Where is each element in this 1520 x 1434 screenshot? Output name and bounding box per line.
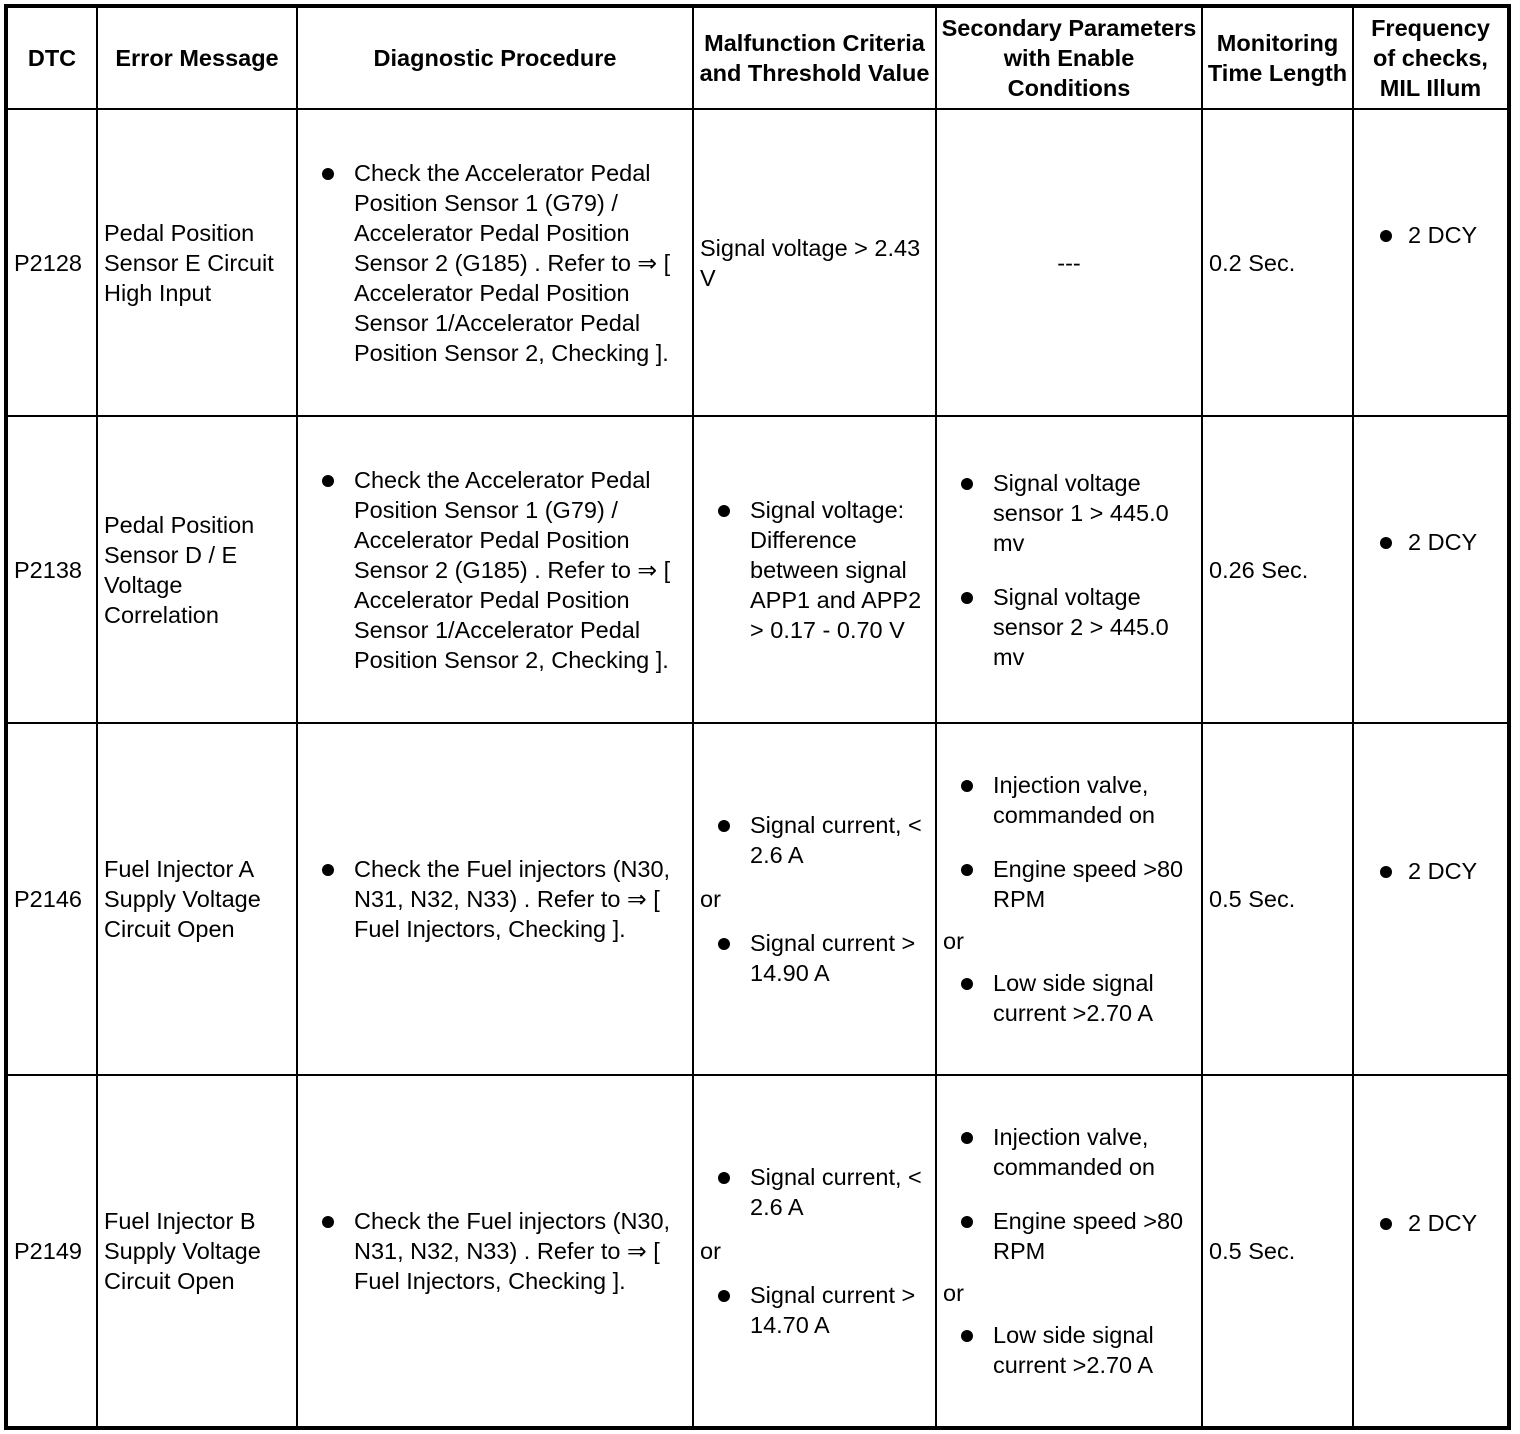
cell-dtc: P2128 xyxy=(7,109,97,416)
cell-secondary: --- xyxy=(936,109,1202,416)
frequency-bullet: 2 DCY xyxy=(1360,1208,1501,1238)
cell-dtc: P2149 xyxy=(7,1075,97,1427)
cell-monitoring-time: 0.5 Sec. xyxy=(1202,723,1353,1075)
cell-frequency xyxy=(1353,723,1508,1075)
header-row xyxy=(7,7,1508,109)
criteria-bullet: Signal current > 14.90 A xyxy=(700,928,929,988)
header-malfunction-criteria: Malfunction Criteria and Threshold Value xyxy=(693,7,936,109)
cell-criteria xyxy=(693,1075,936,1427)
criteria-bullet: Signal voltage: Difference between signal APP1 and APP2 > 0.17 - 0.70 V xyxy=(700,495,929,645)
cell-procedure xyxy=(297,416,693,723)
table-row xyxy=(7,1075,1508,1427)
procedure-bullet: Check the Accelerator Pedal Position Sensor 1 (G79) / Accelerator Pedal Position Sensor 2 (G185) . Refer to ⇒ [ Accelerator Pedal Position Sensor 1/Accelerator Pedal Position Sensor 2, Checking ]. xyxy=(304,158,686,368)
cell-criteria xyxy=(693,416,936,723)
cell-error-message: Pedal Position Sensor D / E Voltage Correlation xyxy=(97,416,297,723)
cell-frequency xyxy=(1353,109,1508,416)
cell-monitoring-time: 0.5 Sec. xyxy=(1202,1075,1353,1427)
criteria-bullet: Signal current, < 2.6 A xyxy=(700,1162,929,1222)
header-frequency: Frequency of checks, MIL Illum xyxy=(1353,7,1508,109)
cell-dtc: P2146 xyxy=(7,723,97,1075)
secondary-bullet: Low side signal current >2.70 A xyxy=(943,1320,1195,1380)
header-monitoring-time: Monitoring Time Length xyxy=(1202,7,1353,109)
header-error-message: Error Message xyxy=(97,7,297,109)
cell-dtc: P2138 xyxy=(7,416,97,723)
criteria-or: or xyxy=(700,886,721,912)
secondary-bullet: Engine speed >80 RPM xyxy=(943,1206,1195,1266)
frequency-bullet: 2 DCY xyxy=(1360,527,1501,557)
secondary-bullet: Low side signal current >2.70 A xyxy=(943,968,1195,1028)
header-dtc: DTC xyxy=(7,7,97,109)
procedure-bullet: Check the Fuel injectors (N30, N31, N32, N33) . Refer to ⇒ [ Fuel Injectors, Checking ]. xyxy=(304,1206,686,1296)
header-diagnostic-procedure: Diagnostic Procedure xyxy=(297,7,693,109)
secondary-or: or xyxy=(943,928,964,954)
criteria-or: or xyxy=(700,1238,721,1264)
cell-monitoring-time: 0.26 Sec. xyxy=(1202,416,1353,723)
table-row xyxy=(7,416,1508,723)
cell-procedure xyxy=(297,109,693,416)
cell-monitoring-time: 0.2 Sec. xyxy=(1202,109,1353,416)
cell-criteria xyxy=(693,723,936,1075)
cell-procedure xyxy=(297,723,693,1075)
frequency-bullet: 2 DCY xyxy=(1360,856,1501,886)
frequency-bullet: 2 DCY xyxy=(1360,220,1501,250)
cell-error-message: Fuel Injector B Supply Voltage Circuit Open xyxy=(97,1075,297,1427)
table-row xyxy=(7,109,1508,416)
secondary-bullet: Signal voltage sensor 2 > 445.0 mv xyxy=(943,582,1195,672)
cell-error-message: Fuel Injector A Supply Voltage Circuit Open xyxy=(97,723,297,1075)
cell-procedure xyxy=(297,1075,693,1427)
secondary-bullet: Injection valve, commanded on xyxy=(943,1122,1195,1182)
cell-criteria: Signal voltage > 2.43 V xyxy=(693,109,936,416)
table-row xyxy=(7,723,1508,1075)
cell-error-message: Pedal Position Sensor E Circuit High Input xyxy=(97,109,297,416)
criteria-bullet: Signal current > 14.70 A xyxy=(700,1280,929,1340)
cell-secondary xyxy=(936,1075,1202,1427)
secondary-bullet: Engine speed >80 RPM xyxy=(943,854,1195,914)
procedure-bullet: Check the Fuel injectors (N30, N31, N32, N33) . Refer to ⇒ [ Fuel Injectors, Checking ]. xyxy=(304,854,686,944)
dtc-table xyxy=(6,6,1509,1428)
procedure-bullet: Check the Accelerator Pedal Position Sensor 1 (G79) / Accelerator Pedal Position Sensor 2 (G185) . Refer to ⇒ [ Accelerator Pedal Position Sensor 1/Accelerator Pedal Position Sensor 2, Checking ]. xyxy=(304,465,686,675)
secondary-or: or xyxy=(943,1280,964,1306)
secondary-bullet: Injection valve, commanded on xyxy=(943,770,1195,830)
cell-frequency xyxy=(1353,416,1508,723)
secondary-bullet: Signal voltage sensor 1 > 445.0 mv xyxy=(943,468,1195,558)
cell-secondary xyxy=(936,416,1202,723)
criteria-bullet: Signal current, < 2.6 A xyxy=(700,810,929,870)
cell-frequency xyxy=(1353,1075,1508,1427)
header-secondary-parameters: Secondary Parameters with Enable Conditions xyxy=(936,7,1202,109)
cell-secondary xyxy=(936,723,1202,1075)
